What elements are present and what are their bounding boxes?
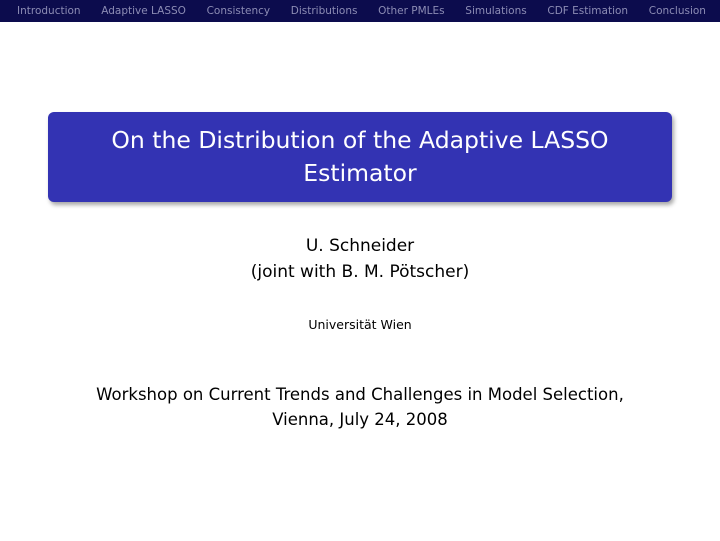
nav-item-adaptive-lasso[interactable]: Adaptive LASSO xyxy=(101,5,186,17)
nav-item-simulations[interactable]: Simulations xyxy=(465,5,527,17)
coauthor-note: (joint with B. M. Pötscher) xyxy=(250,262,470,282)
nav-item-conclusion[interactable]: Conclusion xyxy=(648,5,706,17)
title-line-1: On the Distribution of the Adaptive LASSO xyxy=(111,126,609,154)
navigation-bar xyxy=(0,0,720,22)
title-box xyxy=(48,112,672,202)
nav-item-introduction[interactable]: Introduction xyxy=(17,5,81,17)
author-name: U. Schneider xyxy=(305,236,415,256)
nav-item-distributions[interactable]: Distributions xyxy=(290,5,358,17)
nav-item-cdf-estimation[interactable]: CDF Estimation xyxy=(547,5,629,17)
institute: Universität Wien xyxy=(308,317,412,332)
nav-item-other-pmles[interactable]: Other PMLEs xyxy=(378,5,445,17)
event-title: Workshop on Current Trends and Challenges in Model Selection, xyxy=(96,385,624,404)
title-line-2: Estimator xyxy=(303,159,417,187)
event-location-date: Vienna, July 24, 2008 xyxy=(272,410,448,429)
nav-item-consistency[interactable]: Consistency xyxy=(206,5,271,17)
